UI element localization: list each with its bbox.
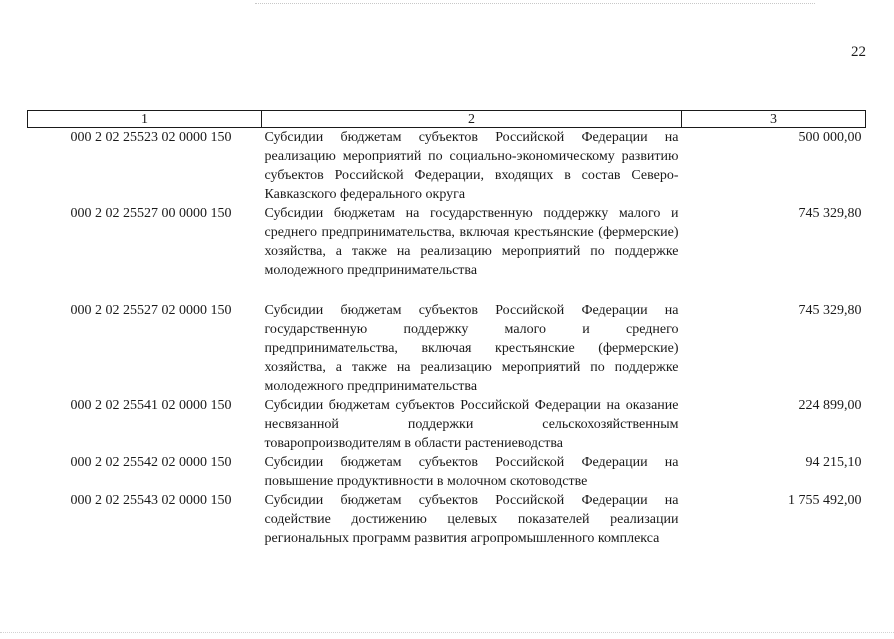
column-header-code: 1	[28, 111, 262, 128]
table-row	[28, 128, 866, 205]
subsidy-description: Субсидии бюджетам на государственную поддержку малого и среднего предпринимательства, включая крестьянские (фермерские) хозяйства, а также на реализацию мероприятий по поддержке молодежного предпринимательства	[264, 206, 679, 278]
subsidy-description: Субсидии бюджетам субъектов Российской Федерации на содействие достижению целевых показателей реализации региональных программ развития агропромышленного комплекса	[264, 493, 679, 546]
budget-code: 000 2 02 25542 02 0000 150	[70, 455, 232, 470]
subsidy-description: Субсидии бюджетам субъектов Российской Федерации на оказание несвязанной поддержки сельскохозяйственным товаропроизводителям в области растениеводства	[264, 398, 679, 451]
subsidy-description: Субсидии бюджетам субъектов Российской Федерации на повышение продуктивности в молочном скотоводстве	[264, 455, 679, 489]
scan-artifact-top	[255, 3, 815, 4]
budget-code: 000 2 02 25543 02 0000 150	[70, 493, 232, 508]
budget-table	[27, 110, 866, 548]
budget-code: 000 2 02 25541 02 0000 150	[70, 398, 232, 413]
subsidy-amount: 1 755 492,00	[788, 493, 862, 508]
budget-code: 000 2 02 25523 02 0000 150	[70, 130, 232, 145]
column-header-description: 2	[262, 111, 682, 128]
table-row	[28, 453, 866, 491]
table-row	[28, 204, 866, 301]
table-row	[28, 491, 866, 548]
subsidy-description: Субсидии бюджетам субъектов Российской Федерации на государственную поддержку малого и среднего предпринимательства, включая крестьянские (фермерские) хозяйства, а также на реализацию мероприятий по поддержке молодежного предпринимательства	[264, 303, 679, 394]
subsidy-amount: 745 329,80	[798, 206, 862, 221]
subsidy-amount: 745 329,80	[798, 303, 862, 318]
table-header-row	[28, 111, 866, 128]
scan-artifact-bottom	[0, 632, 894, 633]
table-row	[28, 301, 866, 396]
budget-code: 000 2 02 25527 00 0000 150	[70, 206, 232, 221]
table-row	[28, 396, 866, 453]
subsidy-description: Субсидии бюджетам субъектов Российской Федерации на реализацию мероприятий по социально-экономическому развитию субъектов Российской Федерации, входящих в состав Северо-Кавказского федерального округа	[264, 130, 679, 202]
subsidy-amount: 224 899,00	[798, 398, 862, 413]
column-header-amount: 3	[682, 111, 866, 128]
page-number: 22	[851, 44, 866, 60]
budget-code: 000 2 02 25527 02 0000 150	[70, 303, 232, 318]
subsidy-amount: 500 000,00	[798, 130, 862, 145]
subsidy-amount: 94 215,10	[805, 455, 862, 470]
